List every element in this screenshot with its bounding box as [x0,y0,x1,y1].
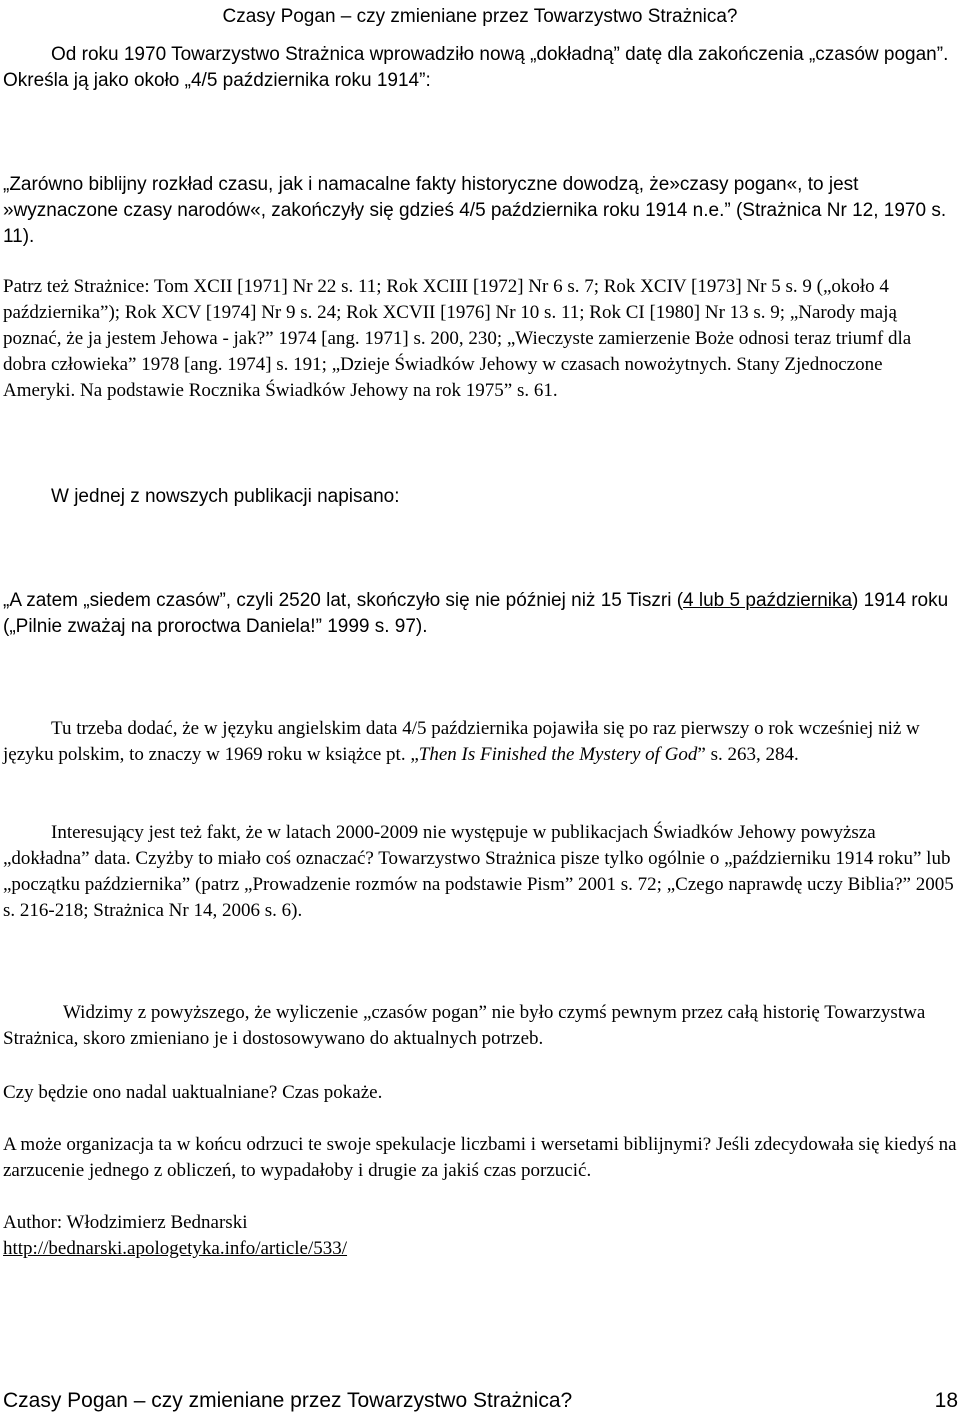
intro-text: Od roku 1970 Towarzystwo Strażnica wprowadziło nową „dokładną” datę dla zakończenia „czasów pogan”. Określa ją jako około „4/5 października roku 1914”: [3,44,949,91]
publication-intro-text: W jednej z nowszych publikacji napisano: [51,486,400,507]
intro-paragraph [3,42,958,94]
question-paragraph: Czy będzie ono nadal uaktualniane? Czas pokaże. [3,1082,383,1103]
english-note-text: Tu trzeba dodać, że w języku angielskim data 4/5 października pojawiła się po raz pierwszy o rok wcześniej niż w języku polskim, to znaczy w 1969 roku w książce pt. „ [3,718,920,765]
source-link-line [3,1236,958,1262]
quote-text-start: „A zatem „siedem czasów”, czyli 2520 lat, skończyło się nie później niż 15 Tiszri ( [3,590,684,611]
book-title: Then Is Finished the Mystery of God [418,744,698,765]
page-header: Czasy Pogan – czy zmieniane przez Towarzystwo Strażnica? [222,6,738,27]
english-note-pages: ” s. 263, 284. [697,744,799,765]
source-link[interactable]: http://bednarski.apologetyka.info/article/533/ [3,1238,348,1259]
quote-paragraph: „Zarówno biblijny rozkład czasu, jak i namacalne fakty historyczne dowodzą, że»czasy pogan«, to jest »wyznaczone czasy narodów«, zakończyły się gdzieś 4/5 października roku 1914 n.e.” (Strażnica Nr 12, 1970 s. 11). [3,174,947,247]
conclusion-text: Widzimy z powyższego, że wyliczenie „czasów pogan” nie było czymś pewnym przez całą historię Towarzystwa Strażnica, skoro zmieniano je i dostosowywano do aktualnych potrzeb. [3,1002,926,1049]
english-note-paragraph [3,716,958,768]
final-paragraph: A może organizacja ta w końcu odrzuci te swoje spekulacje liczbami i wersetami biblijnymi? Jeśli zdecydowała się kiedyś na zarzucenie jednego z obliczeń, to wypadałoby i drugie za jakiś czas porzucić. [3,1134,957,1181]
underlined-date: 4 lub 5 października [683,590,853,611]
quote-text-end: ) 1914 roku („Pilnie zważaj na proroctwa Daniela!” 1999 s. 97). [3,590,949,637]
conclusion-paragraph [3,1000,958,1052]
interesting-fact-text: Interesujący jest też fakt, że w latach 2000-2009 nie występuje w publikacjach Świadków Jehowy powyższa „dokładna” data. Czyżby to miało coś oznaczać? Towarzystwo Strażnica pisze tylko ogólnie o „październiku 1914 roku” lub „początku października” (patrz „Prowadzenie rozmów na podstawie Pism” 2001 s. 72; „Czego naprawdę uczy Biblia?” 2005 s. 216-218; Strażnica Nr 14, 2006 s. 6). [3,822,954,921]
interesting-fact-paragraph [3,820,958,924]
publication-quote [3,588,958,640]
footer-title: Czasy Pogan – czy zmieniane przez Towarzystwo Strażnica? [3,1389,573,1412]
page-number: 18 [934,1389,958,1412]
author-line: Author: Włodzimierz Bednarski [3,1212,248,1233]
publication-intro [3,484,958,510]
references-paragraph: Patrz też Strażnice: Tom XCII [1971] Nr 22 s. 11; Rok XCIII [1972] Nr 6 s. 7; Rok XCIV [1973] Nr 5 s. 9 („około 4 października”); Rok XCV [1974] Nr 9 s. 24; Rok XCVII [1976] Nr 10 s. 11; Rok CI [1980] Nr 13 s. 9; „Narody mają poznać, że ja jestem Jehowa - jak?” 1974 [ang. 1971] s. 200, 230; „Wieczyste zamierzenie Boże odnosi teraz triumf dla dobra człowieka” 1978 [ang. 1974] s. 191; „Dzieje Świadków Jehowy w czasach nowożytnych. Stany Zjednoczone Ameryki. Na podstawie Rocznika Świadków Jehowy na rok 1975” s. 61. [3,276,912,401]
